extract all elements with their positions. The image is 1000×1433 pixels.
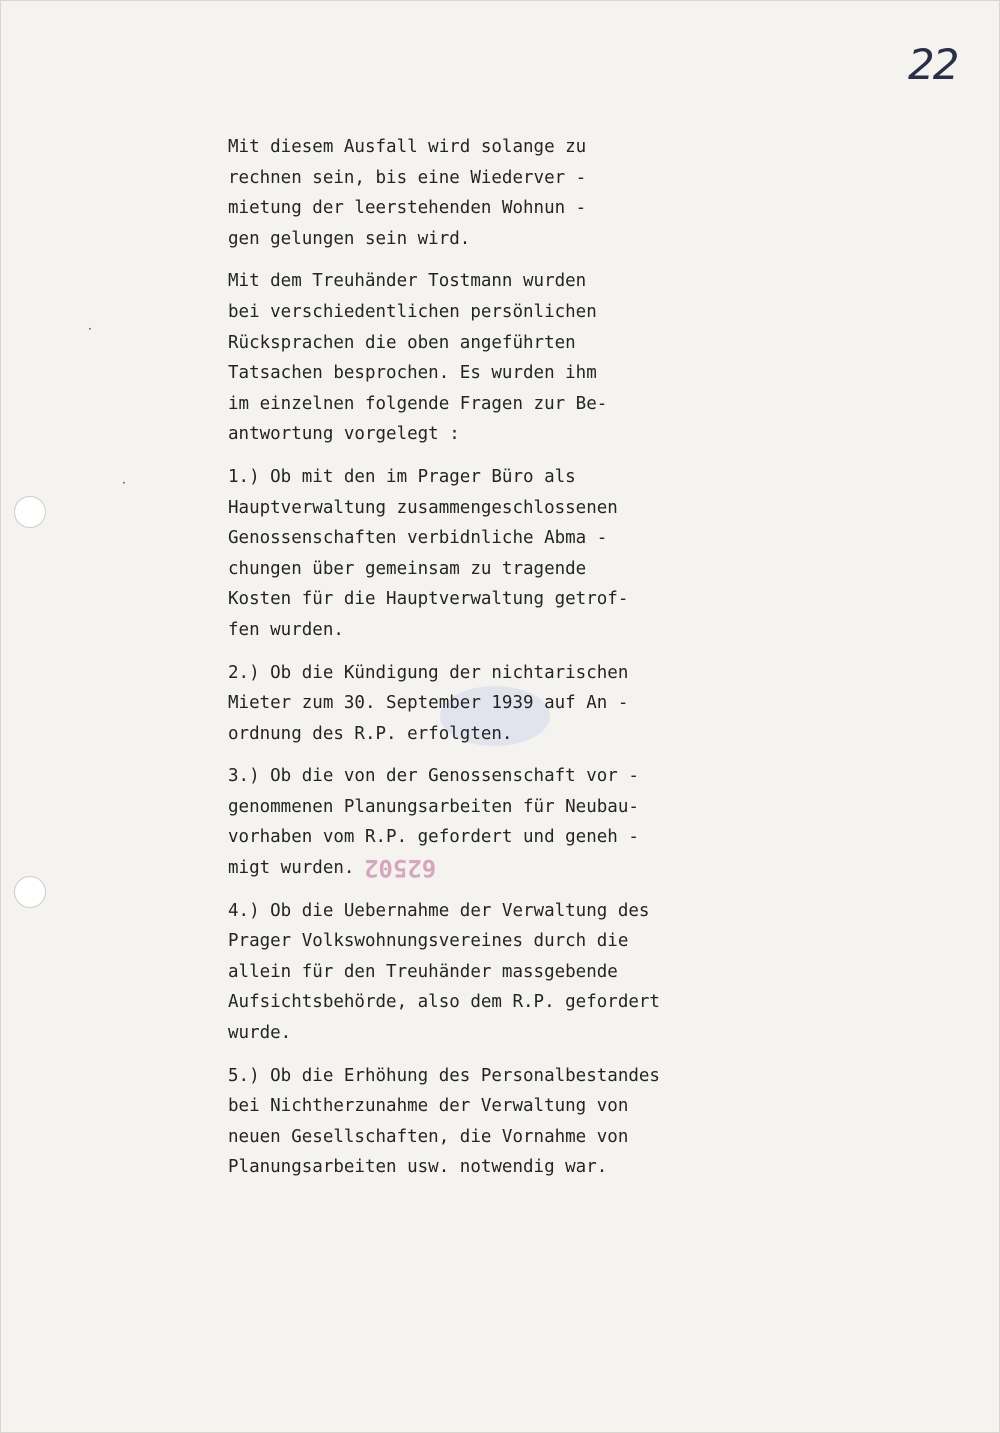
text-line: wurde. [228,1023,292,1044]
text-line: gen gelungen sein wird. [228,228,471,249]
text-line: neuen Gesellschaften, die Vornahme von [228,1126,629,1147]
text-line: Prager Volkswohnungsvereines durch die [228,931,629,952]
text-line: 2.) Ob die Kündigung der nichtarischen [228,662,629,683]
text-line: 3.) Ob die von der Genossenschaft vor - [228,766,639,787]
text-line: 5.) Ob die Erhöhung des Personalbestandes [228,1065,660,1086]
punch-hole [14,496,46,528]
text-line: rechnen sein, bis eine Wiederver - [228,167,587,188]
text-line: Genossenschaften verbidnliche Abma - [228,528,608,549]
text-line: Mit diesem Ausfall wird solange zu [228,137,587,157]
text-line: Tatsachen besprochen. Es wurden ihm [228,363,597,384]
text-line: allein für den Treuhänder massgebende [228,961,618,982]
paragraph [228,132,768,254]
text-line: fen wurden. [228,619,344,640]
punch-hole [14,876,46,908]
text-line: Rücksprachen die oben angeführten [228,332,576,353]
text-line: Aufsichtsbehörde, also dem R.P. gefordert [228,992,660,1013]
question-item-5 [228,1061,768,1183]
text-line: bei Nichtherzunahme der Verwaltung von [228,1096,629,1117]
question-item-3 [228,761,768,883]
text-line: ordnung des R.P. erfolgten. [228,723,513,744]
archive-stamp-number: 62502 [364,854,437,882]
text-line: Kosten für die Hauptverwaltung getrof- [228,589,629,610]
text-line: chungen über gemeinsam zu tragende [228,558,587,579]
text-line: Planungsarbeiten usw. notwendig war. [228,1157,608,1178]
typewritten-body [228,132,768,1195]
text-line: bei verschiedentlichen persönlichen [228,301,597,322]
question-item-4 [228,896,768,1049]
text-line: antwortung vorgelegt : [228,424,460,445]
question-item-1 [228,462,768,646]
text-line: 1.) Ob mit den im Prager Büro als [228,466,576,487]
text-line: Mit dem Treuhänder Tostmann wurden [228,271,587,292]
ink-speck: · [122,476,126,490]
text-line: genommenen Planungsarbeiten für Neubau- [228,796,639,817]
paragraph [228,266,768,450]
text-line: migt wurden. [228,858,355,879]
text-line: im einzelnen folgende Fragen zur Be- [228,393,608,414]
text-line: vorhaben vom R.P. gefordert und geneh - [228,827,639,848]
question-item-2 [228,658,768,750]
ink-speck: · [88,322,92,336]
text-line: mietung der leerstehenden Wohnun - [228,198,587,219]
text-line: 4.) Ob die Uebernahme der Verwaltung des [228,900,650,921]
text-line: Mieter zum 30. September 1939 auf An - [228,693,629,714]
page-number: 22 [908,40,958,89]
text-line: Hauptverwaltung zusammengeschlossenen [228,497,618,518]
